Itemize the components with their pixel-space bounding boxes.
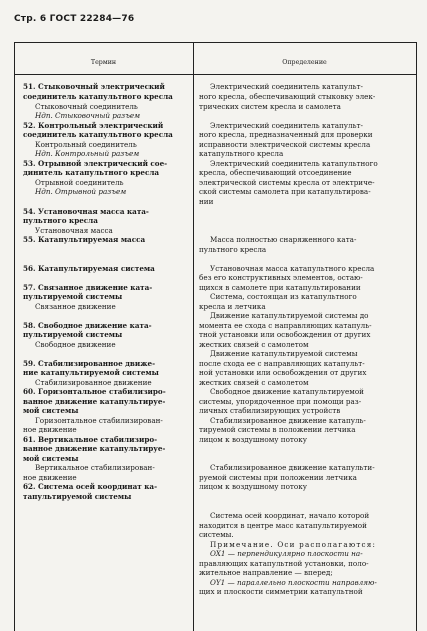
term-line: мой системы <box>23 454 79 463</box>
definition-line: жительное направление — вперед; <box>199 568 333 577</box>
term-line: Горизонтальное стабилизирован- <box>35 416 163 425</box>
term-line: Отрывной соединитель <box>35 178 124 187</box>
term-line: ное движение <box>23 425 77 434</box>
definition-line: Свободное движение катапультируемой <box>210 387 364 396</box>
term-line: 54. Установочная масса ката- <box>23 207 149 216</box>
term-line: Стыковочный соединитель <box>35 102 138 111</box>
definition-line: Масса полностью снаряженного ката- <box>210 235 357 244</box>
term-line: мой системы <box>23 406 79 415</box>
column-header-term: Термин <box>90 59 117 66</box>
definition-line: тной установки или освобождения от других <box>199 330 371 339</box>
definition-line: OX1 — перпендикулярно плоскости на- <box>210 549 363 558</box>
term-line: 52. Контрольный электрический <box>23 121 164 130</box>
term-line: Ндп. Отрывной разъем <box>35 187 127 196</box>
definition-line: Система, состоящая из катапультного <box>210 292 357 301</box>
definition-line: нии <box>199 197 214 206</box>
table-header-divider <box>14 74 417 75</box>
definition-line: лицом к воздушному потоку <box>199 482 307 491</box>
definition-line: ной установки или освобождения от других <box>199 368 367 377</box>
definition-line: ской системы самолета при катапультирова- <box>199 187 371 196</box>
definition-line: Стабилизированное движение катапуль- <box>210 416 366 425</box>
definition-line: Примечание. Оси располагаются: <box>210 540 377 549</box>
term-line: пультируемой системы <box>23 330 123 339</box>
term-line: ванное движение катапультируе- <box>23 444 166 453</box>
definition-line: системы. <box>199 530 234 539</box>
definition-line: лицом к воздушному потоку <box>199 435 307 444</box>
definition-line: ного кресла, предназначенный для проверки <box>199 130 373 139</box>
definition-line: Установочная масса катапультного кресла <box>210 264 375 273</box>
term-line: Контрольный соединитель <box>35 140 137 149</box>
term-line: ние катапультируемой системы <box>23 368 159 377</box>
term-line: соединитель катапультного кресла <box>23 92 173 101</box>
term-line: Вертикальное стабилизирован- <box>35 463 155 472</box>
term-line: 53. Отрывной электрический сое- <box>23 159 168 168</box>
definition-line: электрической системы кресла от электриче- <box>199 178 375 187</box>
term-line: 55. Катапультируемая масса <box>23 235 146 244</box>
page-header: Стр. 6 ГОСТ 22284—76 <box>14 14 135 24</box>
definition-line: Движение катапультируемой системы <box>210 349 358 358</box>
term-line: соединитель катапультного кресла <box>23 130 173 139</box>
term-line: 57. Связанное движение ката- <box>23 283 153 292</box>
term-line: 59. Стабилизированное движе- <box>23 359 156 368</box>
definition-line: щихся в самолете при катапультировании <box>199 283 361 292</box>
term-line: 61. Вертикальное стабилизиро- <box>23 435 158 444</box>
definition-line: момента ее схода с направляющих катапуль- <box>199 321 372 330</box>
term-line: тапультируемой системы <box>23 492 132 501</box>
term-line: 62. Система осей координат ка- <box>23 482 158 491</box>
definition-line: катапультного кресла <box>199 149 284 158</box>
definition-line: Движение катапультируемой системы до <box>210 311 369 320</box>
term-line: Установочная масса <box>35 226 113 235</box>
definition-line: личных стабилизирующих устройств <box>199 406 341 415</box>
definition-line: руемой системы при положении летчика <box>199 473 357 482</box>
column-header-definition: Определение <box>282 59 327 66</box>
definition-line: трических систем кресла и самолета <box>199 102 341 111</box>
definition-line: Стабилизированное движение катапульти- <box>210 463 375 472</box>
definition-line: ного кресла, обеспечивающий стыковку элек- <box>199 92 376 101</box>
definition-line: Электрический соединитель катапультного <box>210 159 378 168</box>
term-line: 51. Стыковочный электрический <box>23 82 165 91</box>
definition-line: исправности электрической системы кресла <box>199 140 371 149</box>
term-line: пультного кресла <box>23 216 98 225</box>
definition-line: жестких связей с самолетом <box>199 378 309 387</box>
term-line: Связанное движение <box>35 302 116 311</box>
definition-line: Электрический соединитель катапульт- <box>210 121 363 130</box>
term-line: Свободное движение <box>35 340 116 349</box>
definition-line: щих и плоскости симметрии катапультной <box>199 587 363 596</box>
definition-line: кресла, обеспечивающий отсоединение <box>199 168 352 177</box>
definition-line: после схода ее с направляющих катапульт- <box>199 359 365 368</box>
table-right-border <box>416 42 417 631</box>
term-line: динитель катапультного кресла <box>23 168 160 177</box>
table-top-border <box>14 42 417 43</box>
term-line: ное движение <box>23 473 77 482</box>
definition-line: пультного кресла <box>199 245 267 254</box>
term-line: 58. Свободное движение ката- <box>23 321 152 330</box>
term-line: Стабилизированное движение <box>35 378 152 387</box>
definition-line: OY1 — параллельно плоскости направляю- <box>210 578 377 587</box>
term-line: ванное движение катапультируе- <box>23 397 166 406</box>
term-line: Ндп. Контрольный разъем <box>35 149 140 158</box>
definition-line: Электрический соединитель катапульт- <box>210 82 363 91</box>
definition-line: жестких связей с самолетом <box>199 340 309 349</box>
column-divider <box>193 42 194 631</box>
definition-line: системы, упорядоченное при помощи раз- <box>199 397 362 406</box>
definition-line: находится в центре масс катапультируемой <box>199 521 367 530</box>
term-line: Ндп. Стыковочный разъем <box>35 111 141 120</box>
term-line: 56. Катапультируемая система <box>23 264 155 273</box>
definition-line: тируемой системы в положении летчика <box>199 425 356 434</box>
term-line: 60. Горизонтальное стабилизиро- <box>23 387 166 396</box>
definition-line: кресла и летчика <box>199 302 266 311</box>
definition-line: правляющих катапультной установки, поло- <box>199 559 369 568</box>
term-line: пультируемой системы <box>23 292 123 301</box>
definition-line: без его конструктивных элементов, остаю- <box>199 273 363 282</box>
definition-line: Система осей координат, начало которой <box>210 511 370 520</box>
table-left-border <box>14 42 15 631</box>
